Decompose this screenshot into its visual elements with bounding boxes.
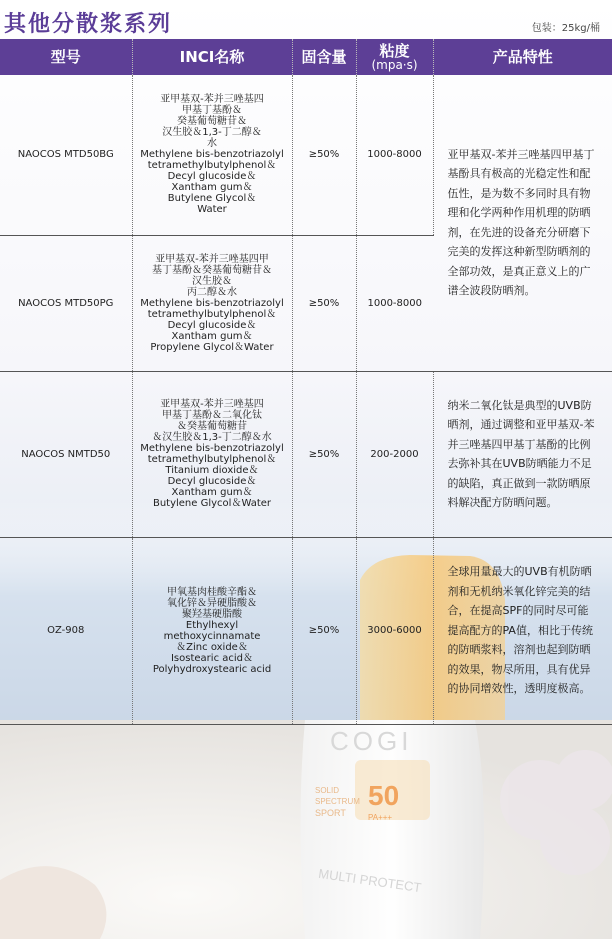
inci-cell xyxy=(132,371,292,537)
inci-line: Xantham gum＆ xyxy=(171,182,253,194)
table-row xyxy=(0,75,612,235)
inci-line: 氧化锌＆异硬脂酸＆ xyxy=(167,597,257,609)
inci-line: tetramethylbutylphenol＆ xyxy=(147,308,277,320)
inci-line: 水 xyxy=(207,138,217,150)
inci-line: 亚甲基双-苯并三唑基四 xyxy=(160,94,264,106)
bottle-bottom-text: MULTI PROTECT xyxy=(317,865,423,896)
header-solid: 固含量 xyxy=(292,39,356,75)
solid-cell: ≥50% xyxy=(292,371,356,537)
inci-line: 汉生胶＆1,3-丁二醇＆ xyxy=(162,127,262,139)
table-row xyxy=(0,537,612,724)
inci-line: 甲基丁基酚＆二氧化钛 xyxy=(162,410,262,421)
viscosity-cell: 1000-8000 xyxy=(356,235,433,371)
inci-line: Polyhydroxystearic acid xyxy=(152,663,272,675)
inci-line: Decyl glucoside＆ xyxy=(167,476,257,487)
bottle-pa: PA+++ xyxy=(368,813,393,822)
header-model: 型号 xyxy=(0,39,132,75)
inci-line: Methylene bis-benzotriazolyl xyxy=(140,149,284,161)
inci-line: 甲氧基肉桂酸辛酯＆ xyxy=(167,586,257,598)
model-cell: NAOCOS MTD50PG xyxy=(0,235,132,371)
header-inci: INCI名称 xyxy=(132,39,292,75)
inci-line: 亚甲基双-苯并三唑基四甲 xyxy=(155,253,269,265)
table-row xyxy=(0,371,612,537)
inci-line: Xantham gum＆ xyxy=(171,487,253,498)
inci-cell xyxy=(132,537,292,724)
inci-line: Butylene Glycol＆ xyxy=(167,193,257,205)
packaging-note: 包装：25kg/桶 xyxy=(531,23,600,34)
inci-line: Xantham gum＆ xyxy=(171,330,253,342)
inci-line: Water xyxy=(197,204,227,216)
inci-line: 汉生胶＆ xyxy=(192,275,232,287)
inci-line: 丙二醇＆水 xyxy=(187,286,237,298)
inci-line: Ethylhexyl methoxycinnamate xyxy=(163,619,261,642)
viscosity-cell: 3000-6000 xyxy=(356,537,433,724)
inci-line: 癸基葡萄糖苷＆ xyxy=(177,116,247,128)
inci-line: 聚羟基硬脂酸 xyxy=(182,608,242,620)
inci-cell xyxy=(132,75,292,235)
table-header-row xyxy=(0,39,612,75)
model-cell: NAOCOS NMTD50 xyxy=(0,371,132,537)
bottle-spf: 50 xyxy=(368,780,400,811)
inci-line: Titanium dioxide＆ xyxy=(165,465,259,476)
inci-line: Propylene Glycol＆Water xyxy=(150,341,274,353)
inci-line: ＆癸基葡萄糖苷 xyxy=(177,421,247,432)
feature-cell: 纳米二氧化钛是典型的UVB防晒剂，通过调整和亚甲基双-苯并三唑基四甲基丁基酚的比例去弥补其在UVB防晒能力不足的缺陷，真正做到一款防晒原料解决配方防晒问题。 xyxy=(433,371,612,537)
model-cell: OZ-908 xyxy=(0,537,132,724)
inci-line: tetramethylbutylphenol＆ xyxy=(147,454,277,465)
bottle-label-line2: SPECTRUM xyxy=(315,797,360,806)
inci-line: 甲基丁基酚＆ xyxy=(182,105,242,117)
feature-cell: 亚甲基双-苯并三唑基四甲基丁基酚具有极高的光稳定性和配伍性，是为数不多同时具有物理和化学两种作用机理的防晒剂，在先进的设备充分研磨下完美的发挥这种新型防晒剂的全部功效，是真正意义上的广谱全波段防晒剂。 xyxy=(433,75,612,371)
product-table xyxy=(0,39,612,725)
inci-line: Methylene bis-benzotriazolyl xyxy=(140,297,284,309)
inci-line: ＆汉生胶＆1,3-丁二醇＆水 xyxy=(152,432,272,443)
feature-cell: 全球用量最大的UVB有机防晒剂和无机纳米氧化锌完美的结合，在提高SPF的同时尽可能提高配方的PA值，相比于传统的防晒浆料，溶剂也起到防晒的效果，物尽所用，具有优异的协同增效性，透明度极高。 xyxy=(433,537,612,724)
inci-line: tetramethylbutylphenol＆ xyxy=(147,160,277,172)
viscosity-cell: 1000-8000 xyxy=(356,75,433,235)
bottle-label-line3: SPORT xyxy=(315,808,346,818)
inci-cell xyxy=(132,235,292,371)
inci-line: 亚甲基双-苯并三唑基四 xyxy=(160,399,264,410)
header-feature: 产品特性 xyxy=(433,39,612,75)
solid-cell: ≥50% xyxy=(292,537,356,724)
header-viscosity: 粘度 (mpa·s) xyxy=(356,39,433,75)
inci-line: Decyl glucoside＆ xyxy=(167,171,257,183)
inci-line: Isostearic acid＆ xyxy=(170,652,253,664)
inci-line: Methylene bis-benzotriazolyl xyxy=(140,443,284,454)
solid-cell: ≥50% xyxy=(292,75,356,235)
page-title: 其他分散浆系列 xyxy=(4,12,173,37)
inci-line: 基丁基酚＆癸基葡萄糖苷＆ xyxy=(152,264,272,276)
bottle-label-line1: SOLID xyxy=(315,786,340,795)
inci-line: Decyl glucoside＆ xyxy=(167,319,257,331)
model-cell: NAOCOS MTD50BG xyxy=(0,75,132,235)
inci-line: ＆Zinc oxide＆ xyxy=(176,641,248,653)
bottle-brand: COGI xyxy=(330,726,413,756)
inci-line: Butylene Glycol＆Water xyxy=(152,498,272,509)
viscosity-cell: 200-2000 xyxy=(356,371,433,537)
solid-cell: ≥50% xyxy=(292,235,356,371)
